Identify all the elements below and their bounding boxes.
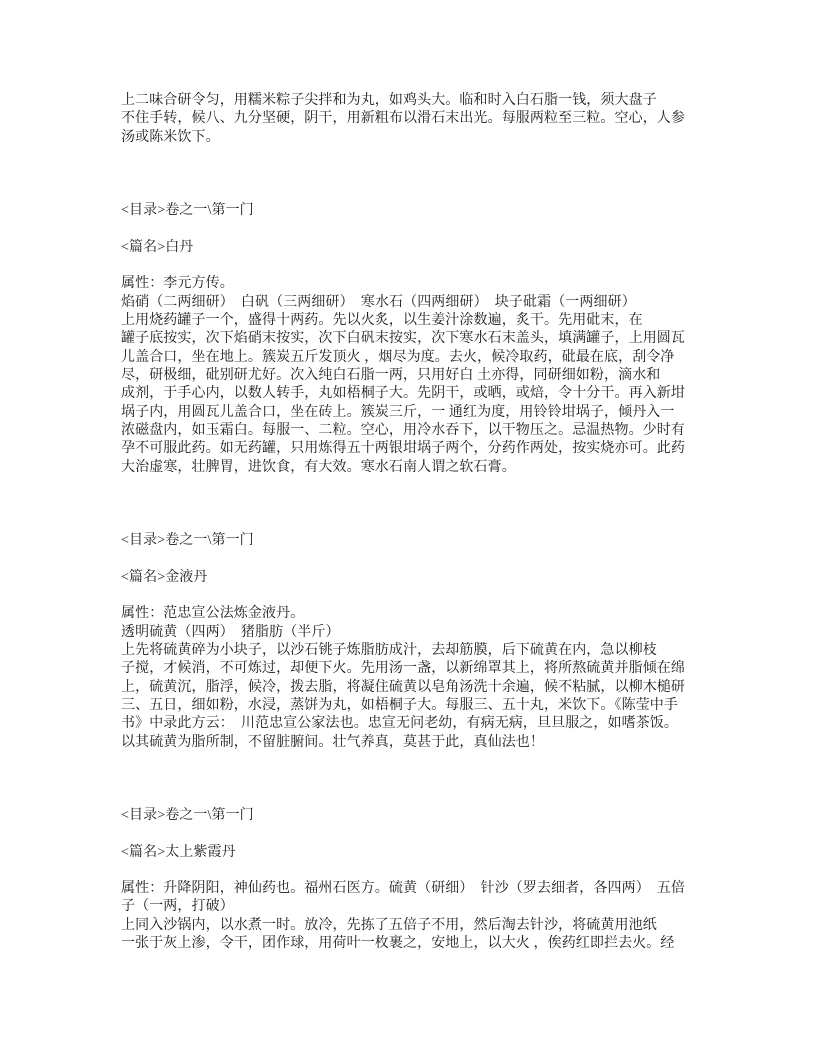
text-line: 上，硫黄沉，脂浮，候冷，拨去脂，将凝住硫黄以皂角汤洗十余遍，候不粘腻，以柳木槌研	[121, 679, 685, 695]
blank-line	[121, 825, 707, 843]
text-line: 儿盖合口，坐在地上。簇炭五斤发顶火 ，烟尽为度。去火，候冷取药，砒最在底，刮令净	[121, 349, 675, 365]
text-line: 不住手转，候八、九分坚硬，阴干，用新粗布以滑石末出光。每服两粒至三粒。空心，人参	[121, 111, 685, 127]
text-line: <目录>卷之一\第一门	[121, 807, 254, 823]
text-line: 以其硫黄为脂所制，不留脏腑间。壮气养真，莫甚于此，真仙法也！	[121, 734, 544, 750]
document-content	[121, 92, 707, 953]
text-line: 属性：范忠宣公法炼金液丹。	[121, 606, 305, 622]
blank-line	[121, 862, 707, 880]
text-line: 透明硫黄（四两） 猪脂肪（半斤）	[121, 624, 340, 640]
text-line: 上先将硫黄碎为小块子，以沙石铫子炼脂肪成汁，去却筋膜，后下硫黄在内，急以柳枝	[121, 642, 657, 658]
section-tai-shang-zi-xia-dan	[121, 807, 707, 954]
text-line: <篇名>白丹	[121, 239, 194, 255]
text-line: 上二味合研令匀，用糯米粽子尖拌和为丸，如鸡头大。临和时入白石脂一钱，须大盘子	[121, 93, 657, 108]
text-line: <目录>卷之一\第一门	[121, 202, 254, 218]
text-line: 子搅，才候消，不可炼过，却便下火。先用汤一盏，以新绵罩其上，将所熬硫黄并脂倾在绵	[121, 661, 685, 677]
text-line: 埚子内，用圆瓦儿盖合口，坐在砖上。簇炭三斤，一 通红为度，用铃铃坩埚子，倾丹入一	[121, 404, 675, 420]
text-line: 三、五日，细如粉，水浸，蒸饼为丸，如梧桐子大。每服三、五十丸，米饮下。《陈莹中手	[121, 697, 678, 713]
text-line: 汤或陈米饮下。	[121, 129, 220, 145]
blank-line	[121, 257, 707, 275]
text-line: 大治虚寒，壮脾胃，进饮食，有大效。寒水石南人谓之软石膏。	[121, 459, 516, 475]
text-line: <篇名>金液丹	[121, 569, 208, 585]
blank-line	[121, 587, 707, 605]
blank-line	[121, 550, 707, 568]
text-line: <篇名>太上紫霞丹	[121, 844, 236, 860]
text-line: 成剂，于手心内，以数人转手，丸如梧桐子大。先阴干，或晒，或焙，令十分干。再入新坩	[121, 386, 685, 402]
text-line: 一张于灰上渗，令干，团作球，用荷叶一枚裹之，安地上，以大火 ，俟药红即拦去火。经	[121, 936, 675, 952]
text-line: 尽，研极细，砒别研尤好。次入纯白石脂一两，只用好白 土亦得，同研细如粉，滴水和	[121, 367, 661, 383]
blank-line	[121, 220, 707, 238]
text-line: 属性：升降阴阳，神仙药也。福州石医方。硫黄（研细） 针沙（罗去细者，各四两） 五倍	[121, 881, 686, 897]
text-line: 焰硝（二两细研） 白矾（三两细研） 寒水石（四两细研） 块子砒霜（一两细研）	[121, 294, 636, 310]
section-bai-dan	[121, 202, 707, 477]
text-line: <目录>卷之一\第一门	[121, 532, 254, 548]
text-line: 浓磁盘内，如玉霜白。每服一、二粒。空心，用冷水吞下，以干物压之。忌温热物。少时有	[121, 422, 685, 438]
text-line: 书》中录此方云： 川范忠宣公家法也。忠宣无问老幼，有病无病，旦旦服之，如嗜茶饭。	[121, 716, 678, 732]
text-line: 子（一两，打破）	[121, 899, 234, 915]
text-line: 属性：李元方传。	[121, 276, 234, 292]
text-line: 上用烧药罐子一个，盛得十两药。先以火炙，以生姜汁涂数遍，炙干。先用砒末，在	[121, 312, 643, 328]
text-line: 罐子底按实，次下焰硝末按实，次下白矾末按实，次下寒水石末盖头，填满罐子，上用圆瓦	[121, 331, 685, 347]
section-jin-ye-dan	[121, 532, 707, 752]
intro-paragraph	[121, 92, 707, 147]
text-line: 上同入沙锅内，以水煮一时。放冷，先拣了五倍子不用，然后淘去针沙，将硫黄用池纸	[121, 917, 657, 933]
text-line: 孕不可服此药。如无药罐，只用炼得五十两银坩埚子两个，分药作两处，按实烧亦可。此药	[121, 441, 685, 457]
